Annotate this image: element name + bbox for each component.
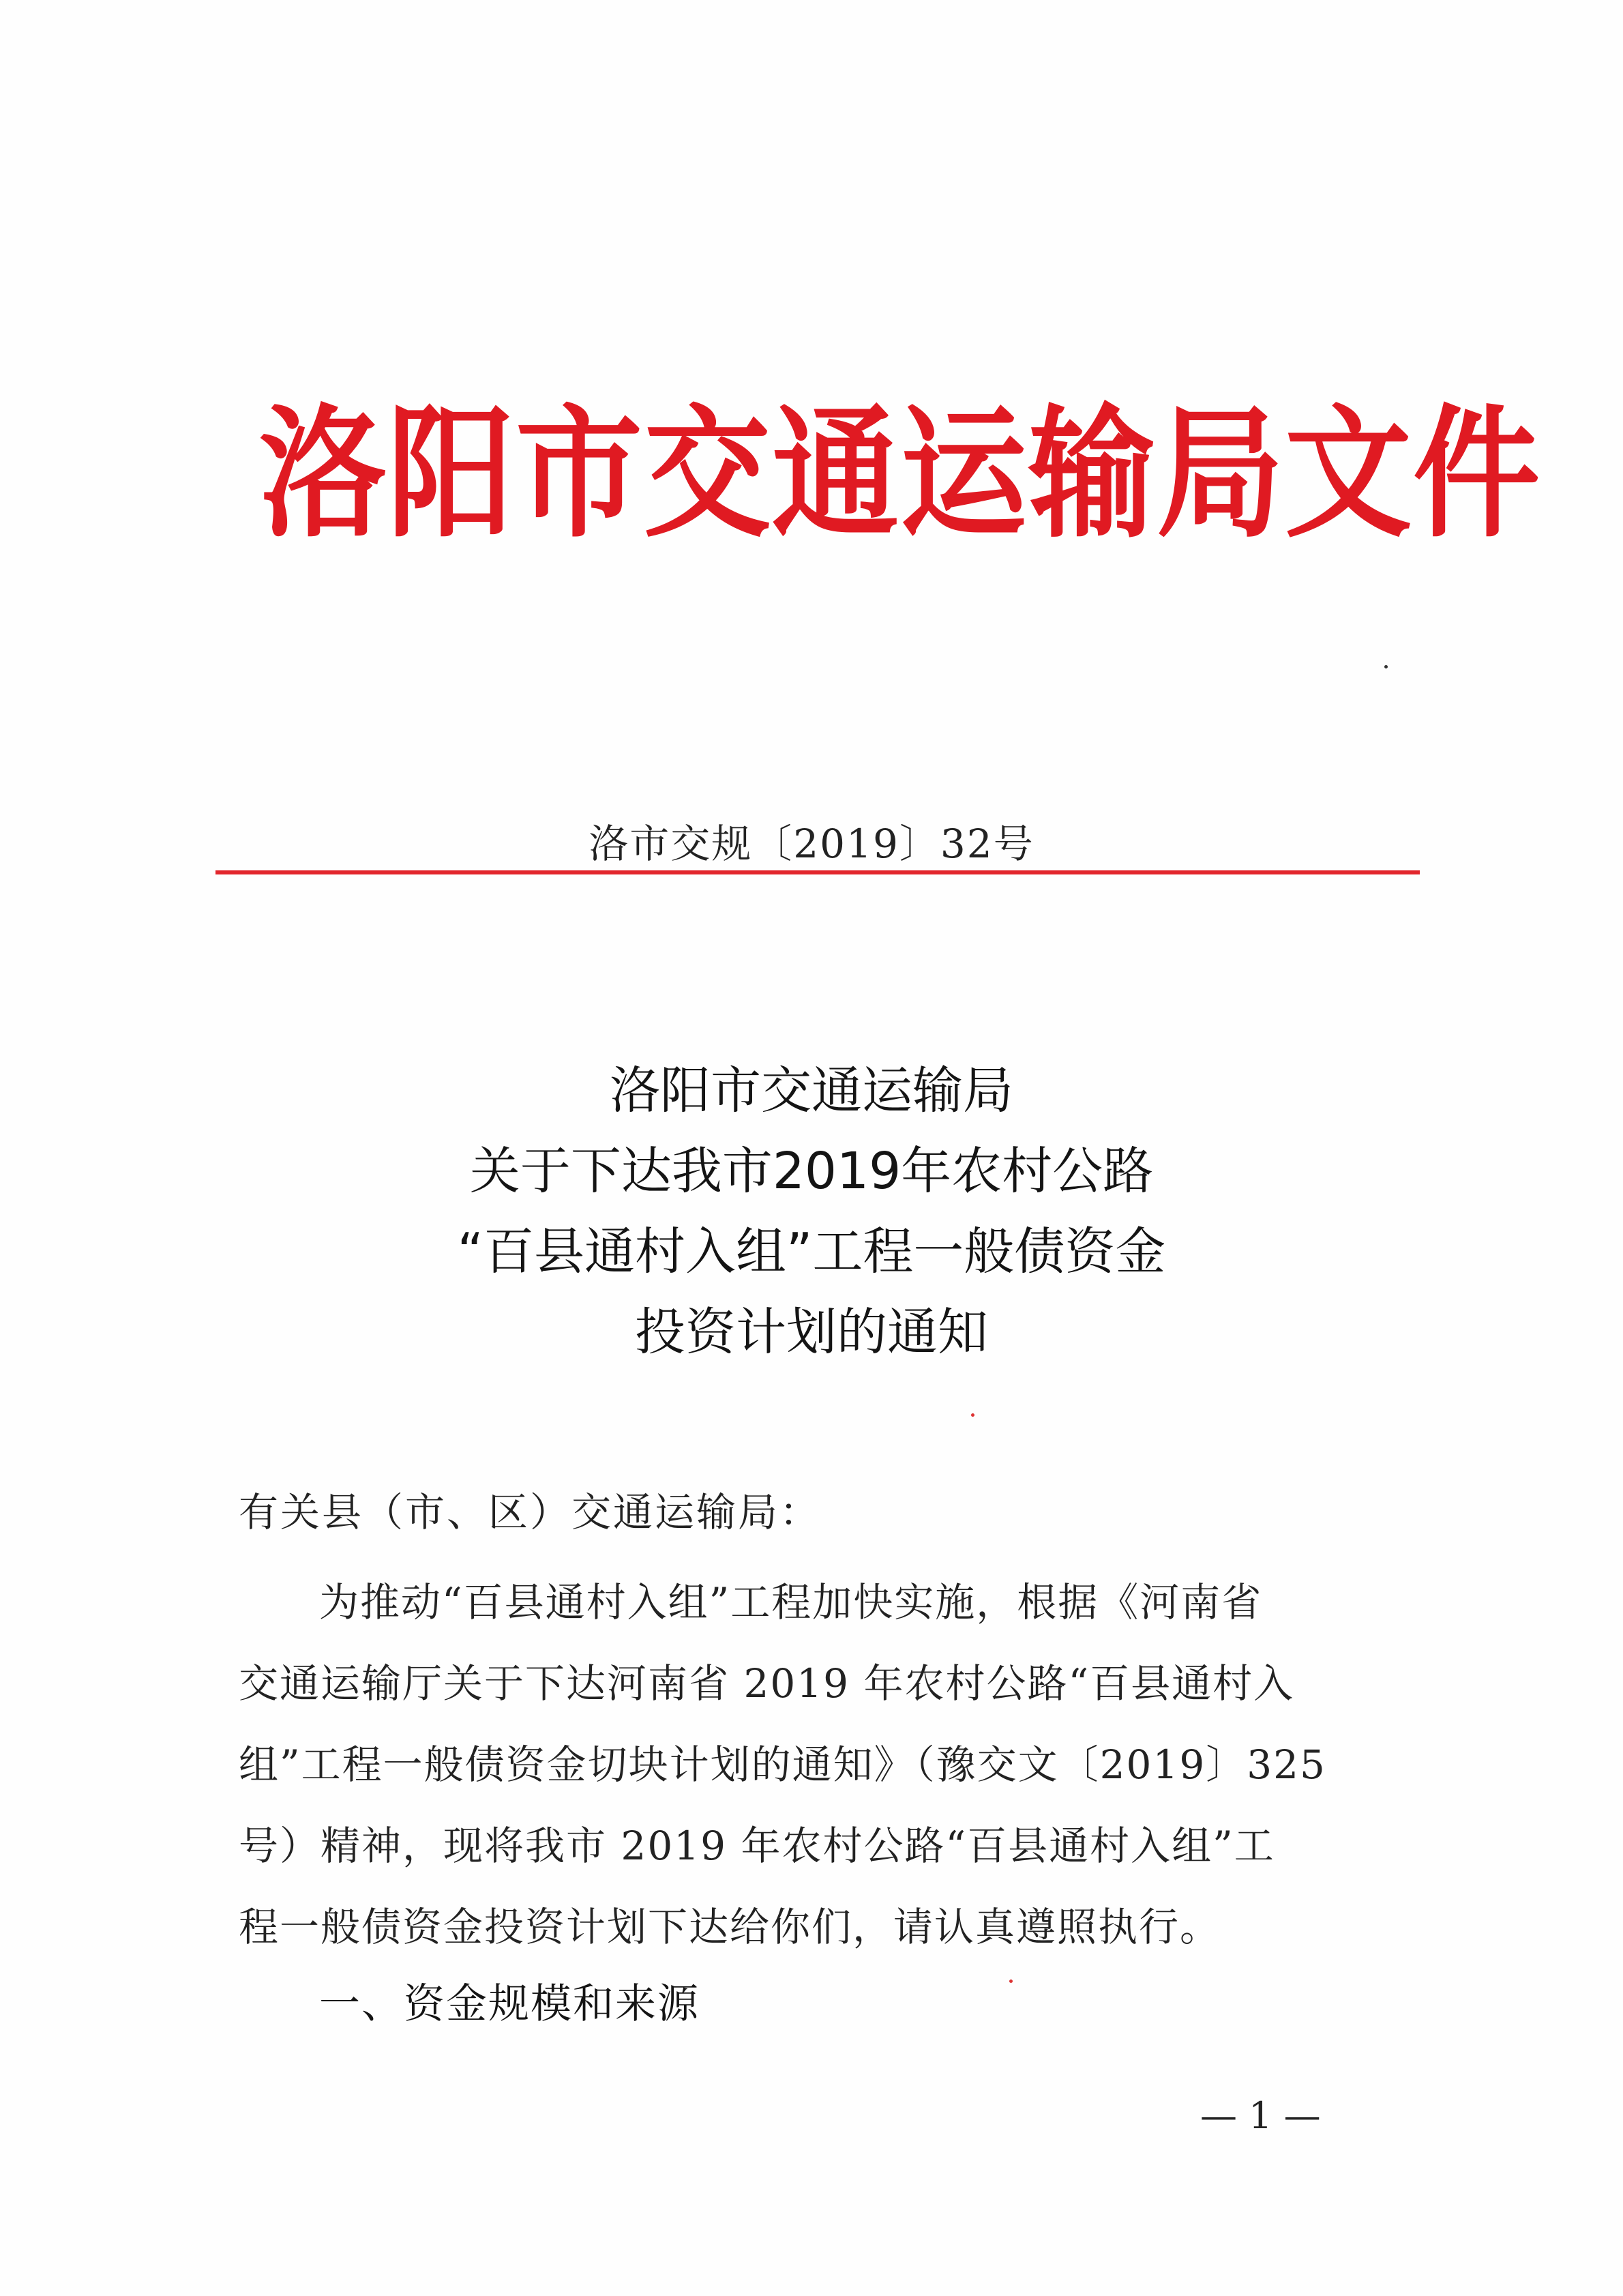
scan-speck [1009,1979,1013,1983]
document-title [0,1050,1623,1372]
title-line: “百县通村入组”工程一般债资金 [457,1222,1166,1281]
paragraph-line: 程一般债资金投资计划下达给你们，请认真遵照执行。 [239,1904,1221,1950]
document-number: 洛市交规〔2019〕32号 [589,821,1034,867]
scan-speck [971,1413,974,1417]
paragraph-line: 为推动“百县通村入组”工程加快实施，根据《河南省 [319,1579,1263,1625]
paragraph-line: 号）精神，现将我市 2019 年农村公路“百县通村入组”工 [239,1823,1275,1869]
body-paragraph [239,1562,1371,1968]
issuing-authority-header: 洛阳市交通运输局文件 [259,389,1542,557]
title-line: 关于下达我市2019年农村公路 [469,1142,1154,1201]
red-separator-rule [215,870,1420,874]
title-line: 洛阳市交通运输局 [610,1061,1013,1120]
paragraph-line: 交通运输厅关于下达河南省 2019 年农村公路“百县通村入 [239,1660,1295,1707]
title-line: 投资计划的通知 [635,1303,988,1362]
page-number: — 1 — [1200,2094,1321,2137]
addressee: 有关县（市、区）交通运输局： [239,1489,822,1535]
scan-speck [1384,665,1388,668]
section-heading: 一、资金规模和来源 [319,1980,700,2028]
paragraph-line: 组”工程一般债资金切块计划的通知》（豫交文〔2019〕325 [239,1741,1326,1788]
